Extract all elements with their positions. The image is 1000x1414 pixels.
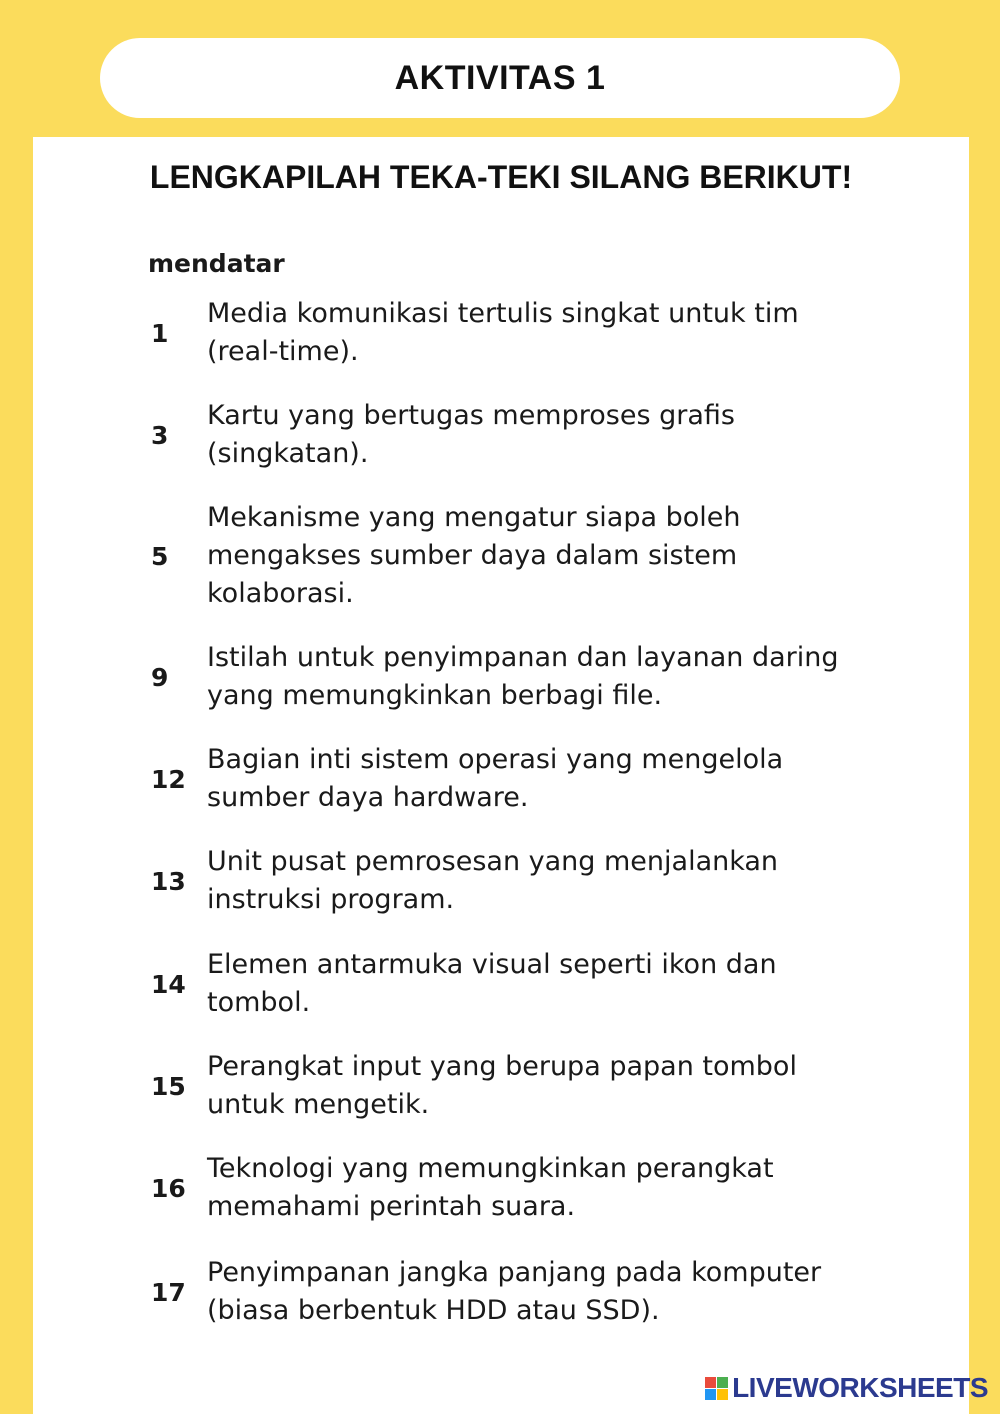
title-banner	[100, 38, 900, 118]
clue-item	[33, 1150, 969, 1226]
clue-number: 14	[151, 969, 186, 999]
clue-number: 5	[151, 541, 169, 571]
section-label-mendatar: mendatar	[148, 249, 285, 278]
clue-text: Unit pusat pemrosesan yang menjalankan instruksi program.	[207, 846, 779, 915]
clue-number: 1	[151, 318, 169, 348]
clue-text: Kartu yang bertugas memproses grafis (singkatan).	[207, 400, 735, 469]
clue-item	[33, 843, 969, 919]
page-title: AKTIVITAS 1	[394, 58, 606, 97]
clue-item	[33, 639, 969, 715]
clue-text: Mekanisme yang mengatur siapa boleh mengakses sumber daya dalam sistem kolaborasi.	[207, 502, 741, 609]
clue-text: Elemen antarmuka visual seperti ikon dan tombol.	[207, 949, 777, 1018]
clue-item	[33, 1254, 969, 1330]
clue-item	[33, 1048, 969, 1124]
clue-item	[33, 499, 969, 613]
clue-number: 3	[151, 420, 169, 450]
clue-text: Penyimpanan jangka panjang pada komputer (biasa berbentuk HDD atau SSD).	[207, 1257, 822, 1326]
liveworksheets-logo-icon	[705, 1377, 728, 1400]
clue-number: 12	[151, 764, 186, 794]
clue-item	[33, 741, 969, 817]
clue-item	[33, 946, 969, 1022]
clue-number: 9	[151, 662, 169, 692]
instruction-heading: LENGKAPILAH TEKA-TEKI SILANG BERIKUT!	[149, 159, 853, 195]
clue-number: 15	[151, 1071, 186, 1101]
clue-text: Istilah untuk penyimpanan dan layanan daring yang memungkinkan berbagi file.	[207, 642, 839, 711]
logo-text: LIVEWORKSHEETS	[732, 1372, 988, 1403]
clue-number: 13	[151, 866, 186, 896]
clue-number: 17	[151, 1277, 186, 1307]
worksheet-panel	[33, 137, 969, 1414]
clue-item	[33, 295, 969, 371]
clue-item	[33, 397, 969, 473]
clue-text: Perangkat input yang berupa papan tombol untuk mengetik.	[207, 1051, 797, 1120]
clue-text: Media komunikasi tertulis singkat untuk tim (real-time).	[207, 298, 799, 367]
clue-text: Bagian inti sistem operasi yang mengelola sumber daya hardware.	[207, 744, 784, 813]
clue-number: 16	[151, 1173, 186, 1203]
liveworksheets-logo[interactable]	[705, 1372, 988, 1404]
clue-text: Teknologi yang memungkinkan perangkat memahami perintah suara.	[207, 1153, 774, 1222]
